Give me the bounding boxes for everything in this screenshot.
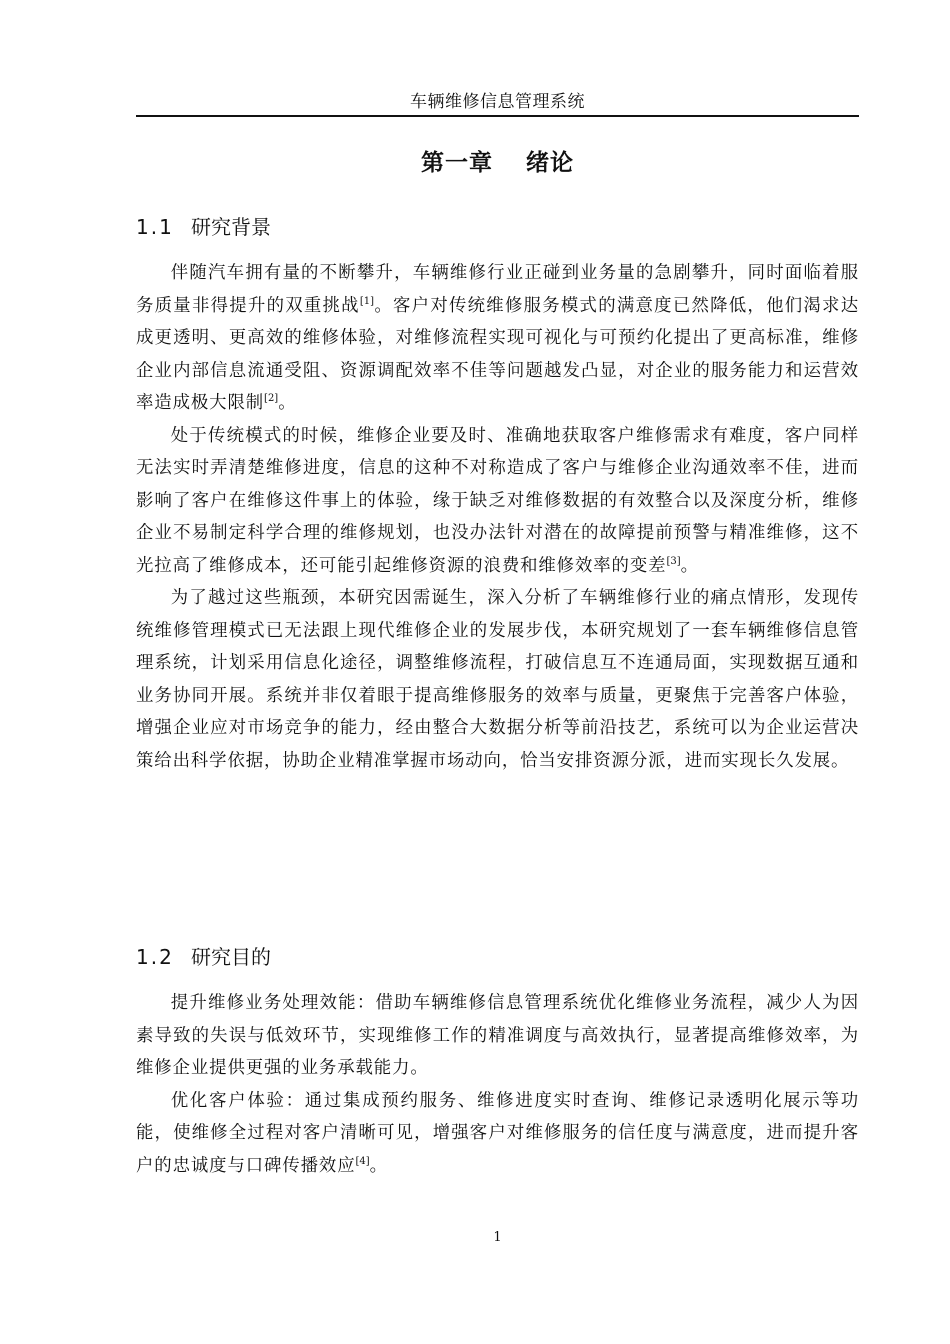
section-heading-1-2 [136, 942, 859, 972]
paragraph-text: 伴随汽车拥有量的不断攀升，车辆维修行业正碰到业务量的急剧攀升，同时面临着服务质量非得提升的双重挑战 [136, 263, 859, 316]
section-title: 研究目的 [191, 945, 271, 969]
body-paragraph [136, 582, 859, 777]
page-number: 1 [493, 1230, 502, 1245]
citation-marker: [1] [359, 295, 375, 307]
section-body-1-1 [136, 257, 859, 777]
running-header: 车辆维修信息管理系统 [410, 92, 585, 112]
paragraph-text: 优化客户体验：通过集成预约服务、维修进度实时查询、维修记录透明化展示等功能，使维修全过程对客户清晰可见，增强客户对维修服务的信任度与满意度，进而提升客户的忠诚度与口碑传播效应 [136, 1090, 859, 1176]
citation-marker: [4] [355, 1155, 370, 1167]
paragraph-text: 。客户对传统维修服务模式的满意度已然降低，他们渴求达成更透明、更高效的维修体验，对维修流程实现可视化与可预约化提出了更高标准，维修企业内部信息流通受阻、资源调配效率不佳等问题越发凸显，对企业的服务能力和运营效率造成极大限制 [136, 295, 859, 413]
paragraph-text: 处于传统模式的时候，维修企业要及时、准确地获取客户维修需求有难度，客户同样无法实时弄清楚维修进度，信息的这种不对称造成了客户与维修企业沟通效率不佳，进而影响了客户在维修这件事上的体验，缘于缺乏对维修数据的有效整合以及深度分析，维修企业不易制定科学合理的维修规划，也没办法针对潜在的故障提前预警与精准维修，这不光拉高了维修成本，还可能引起维修资源的浪费和维修效率的变差 [136, 425, 859, 576]
paragraph-text: 。 [278, 393, 297, 413]
paragraph-text: 提升维修业务处理效能：借助车辆维修信息管理系统优化维修业务流程，减少人为因素导致的失误与低效环节，实现维修工作的精准调度与高效执行，显著提高维修效率，为维修企业提供更强的业务承载能力。 [136, 993, 859, 1078]
citation-marker: [2] [264, 393, 279, 404]
header-rule [136, 115, 859, 117]
section-body-1-2 [136, 987, 859, 1182]
section-number: 1.2 [136, 945, 174, 969]
paragraph-text: 。 [369, 1155, 388, 1176]
paragraph-text: 。 [680, 555, 699, 576]
section-title: 研究背景 [191, 215, 271, 239]
body-paragraph [136, 987, 859, 1085]
section-heading-1-1 [136, 212, 859, 242]
section-number: 1.1 [136, 215, 174, 239]
body-paragraph [136, 257, 859, 420]
body-paragraph [136, 1085, 859, 1183]
body-paragraph [136, 420, 859, 583]
paragraph-text: 为了越过这些瓶颈，本研究因需诞生，深入分析了车辆维修行业的痛点情形，发现传统维修管理模式已无法跟上现代维修企业的发展步伐，本研究规划了一套车辆维修信息管理系统，计划采用信息化途径，调整维修流程，打破信息互不连通局面，实现数据互通和业务协同开展。系统并非仅着眼于提高维修服务的效率与质量，更聚焦于完善客户体验，增强企业应对市场竞争的能力，经由整合大数据分析等前沿技艺，系统可以为企业运营决策给出科学依据，协助企业精准掌握市场动向，恰当安排资源分派，进而实现长久发展。 [136, 588, 859, 771]
citation-marker: [3] [666, 555, 681, 567]
chapter-title: 第一章 绪论 [420, 150, 574, 176]
